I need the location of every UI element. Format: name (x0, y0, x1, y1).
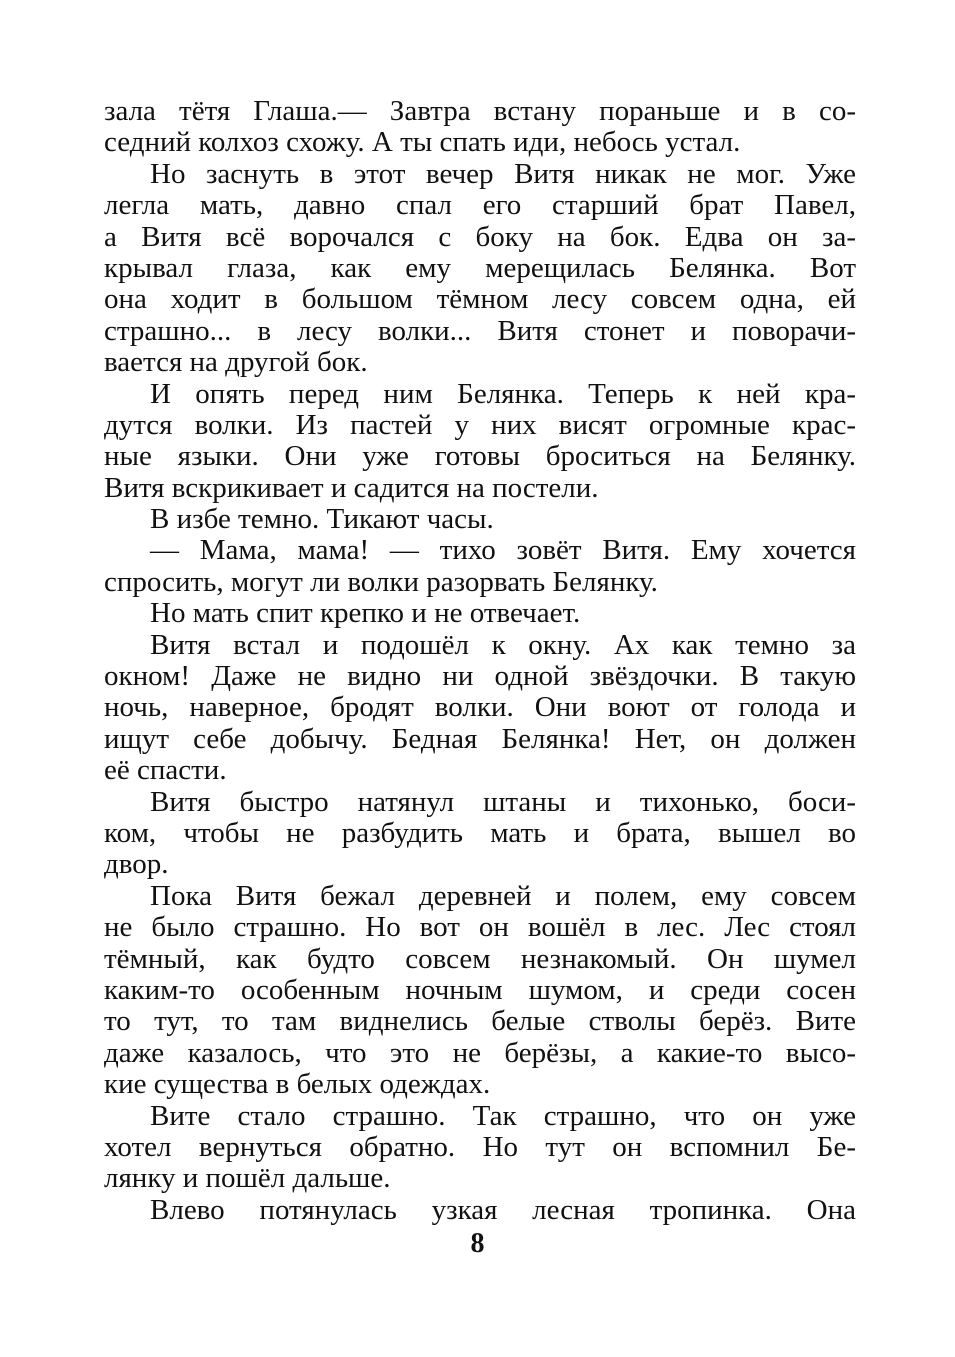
text-line: — Мама, мама! — тихо зовёт Витя. Ему хочется (150, 534, 856, 567)
text-line: ные языки. Они уже готовы броситься на Белянку. (104, 440, 856, 473)
text-line: Но заснуть в этот вечер Витя никак не мог. Уже (150, 157, 856, 190)
text-line: вается на другой бок. (104, 346, 368, 379)
text-line: а Витя всё ворочался с боку на бок. Едва он за- (104, 220, 856, 253)
text-line: ночь, наверное, бродят волки. Они воют от голода и (104, 691, 856, 724)
text-line: кие существа в белых одеждах. (104, 1068, 491, 1101)
text-line: ищут себе добычу. Бедная Белянка! Нет, он должен (104, 722, 856, 755)
text-line: каким-то особенным ночным шумом, и среди сосен (104, 973, 856, 1006)
text-line: то тут, то там виднелись белые стволы берёз. Вите (104, 1005, 856, 1038)
text-line: тёмный, как будто совсем незнакомый. Он шумел (104, 942, 856, 975)
text-line: спросить, могут ли волки разорвать Белянку. (104, 565, 658, 598)
text-line: не было страшно. Но вот он вошёл в лес. Лес стоял (104, 911, 856, 944)
text-line: лянку и пошёл дальше. (104, 1162, 391, 1195)
text-line: ком, чтобы не разбудить мать и брата, вышел во (104, 816, 856, 849)
text-line: зала тётя Глаша.— Завтра встану пораньше и в со- (104, 95, 856, 127)
text-line: её спасти. (104, 754, 227, 787)
text-line: В избе темно. Тикают часы. (150, 503, 494, 536)
text-line: седний колхоз схожу. А ты спать иди, небось устал. (104, 126, 741, 159)
text-line: крывал глаза, как ему мерещилась Белянка. Вот (104, 251, 856, 284)
text-line: Пока Витя бежал деревней и полем, ему совсем (150, 879, 856, 912)
text-line: двор. (104, 848, 169, 881)
text-line: она ходит в большом тёмном лесу совсем одна, ей (104, 283, 856, 316)
text-line: И опять перед ним Белянка. Теперь к ней кра- (150, 377, 856, 410)
text-line: легла мать, давно спал его старший брат Павел, (104, 189, 856, 222)
page-number: 8 (470, 1228, 485, 1259)
text-line: Витя встал и подошёл к окну. Ах как темно за (150, 628, 856, 661)
text-line: Вите стало страшно. Так страшно, что он уже (150, 1099, 856, 1132)
text-line: Влево потянулась узкая лесная тропинка. Она (150, 1193, 856, 1226)
text-line: страшно... в лесу волки... Витя стонет и поворачи- (104, 314, 856, 347)
text-line: Витя быстро натянул штаны и тихонько, боси- (150, 785, 856, 818)
text-line: хотел вернуться обратно. Но тут он вспомнил Бе- (104, 1130, 856, 1163)
text-line: Витя вскрикивает и садится на постели. (104, 471, 599, 504)
body-text (104, 96, 856, 1226)
text-line: Но мать спит крепко и не отвечает. (150, 597, 581, 630)
text-line: дутся волки. Из пастей у них висят огромные крас- (104, 408, 856, 441)
text-line: даже казалось, что это не берёзы, а какие-то высо- (104, 1036, 856, 1069)
text-line: окном! Даже не видно ни одной звёздочки. В такую (104, 660, 856, 693)
